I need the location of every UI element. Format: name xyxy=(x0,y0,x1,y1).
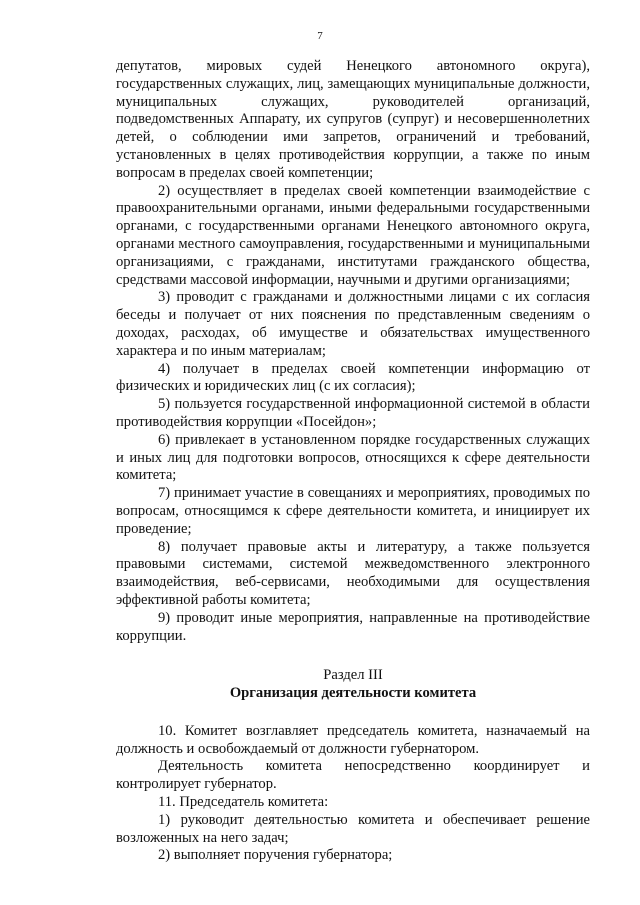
section-label: Раздел III xyxy=(323,667,383,684)
paragraph: 1) руководит деятельностью комитета и обеспечивает решение возложенных на него задач; xyxy=(116,811,590,846)
section-title: Организация деятельности комитета xyxy=(229,685,477,702)
paragraph: 10. Комитет возглавляет председатель комитета, назначаемый на должность и освобождаемый от должности губернатором. xyxy=(116,722,590,757)
document-body xyxy=(116,58,590,865)
paragraph: 8) получает правовые акты и литературу, а также пользуется правовыми системами, системой межведомственного электронного взаимодействия, веб-сервисами, необходимыми для осуществления эффективной работы комитета; xyxy=(116,538,590,608)
paragraph: 6) привлекает в установленном порядке государственных служащих и иных лиц для подготовки вопросов, относящихся к сфере деятельности комитета; xyxy=(116,431,590,484)
paragraph: 5) пользуется государственной информационной системой в области противодействия коррупции «Посейдон»; xyxy=(116,396,590,430)
paragraph: Деятельность комитета непосредственно координирует и контролирует губернатор. xyxy=(116,758,590,793)
paragraph: 2) осуществляет в пределах своей компетенции взаимодействие с правоохранительными органами, иными федеральными государственными органами, с государственными органами Ненецкого автономного округа, органами местного самоуправления, государственными и муниципальными организациями, с гражданами, институтами гражданского общества, средствами массовой информации, научными и другими организациями; xyxy=(116,182,590,288)
paragraph-group-duties xyxy=(116,58,590,645)
paragraph: 7) принимает участие в совещаниях и мероприятиях, проводимых по вопросам, относящимся к сфере деятельности комитета, и инициирует их проведение; xyxy=(116,485,590,537)
paragraph: 2) выполняет поручения губернатора; xyxy=(158,847,393,864)
paragraph: 9) проводит иные мероприятия, направленные на противодействие коррупции. xyxy=(116,609,590,644)
paragraph: 4) получает в пределах своей компетенции информацию от физических и юридических лиц (с их согласия); xyxy=(116,360,590,395)
paragraph: 3) проводит с гражданами и должностными лицами с их согласия беседы и получает от них пояснения по представленным сведениям о доходах, расходах, об имуществе и обязательствах имущественного характера и по иным материалам; xyxy=(116,289,590,359)
page-number: 7 xyxy=(317,30,323,42)
paragraph-group-organization xyxy=(116,723,590,865)
paragraph: депутатов, мировых судей Ненецкого автономного округа), государственных служащих, лиц, замещающих муниципальные должности, муниципальных служащих, руководителей организаций, подведомственных Аппарату, их супругов (супруг) и несовершеннолетних детей, о соблюдении ими запретов, ограничений и требований, установленных в целях противодействия коррупции, а также по иным вопросам в пределах своей компетенции; xyxy=(116,58,590,181)
paragraph: 11. Председатель комитета: xyxy=(158,794,329,811)
